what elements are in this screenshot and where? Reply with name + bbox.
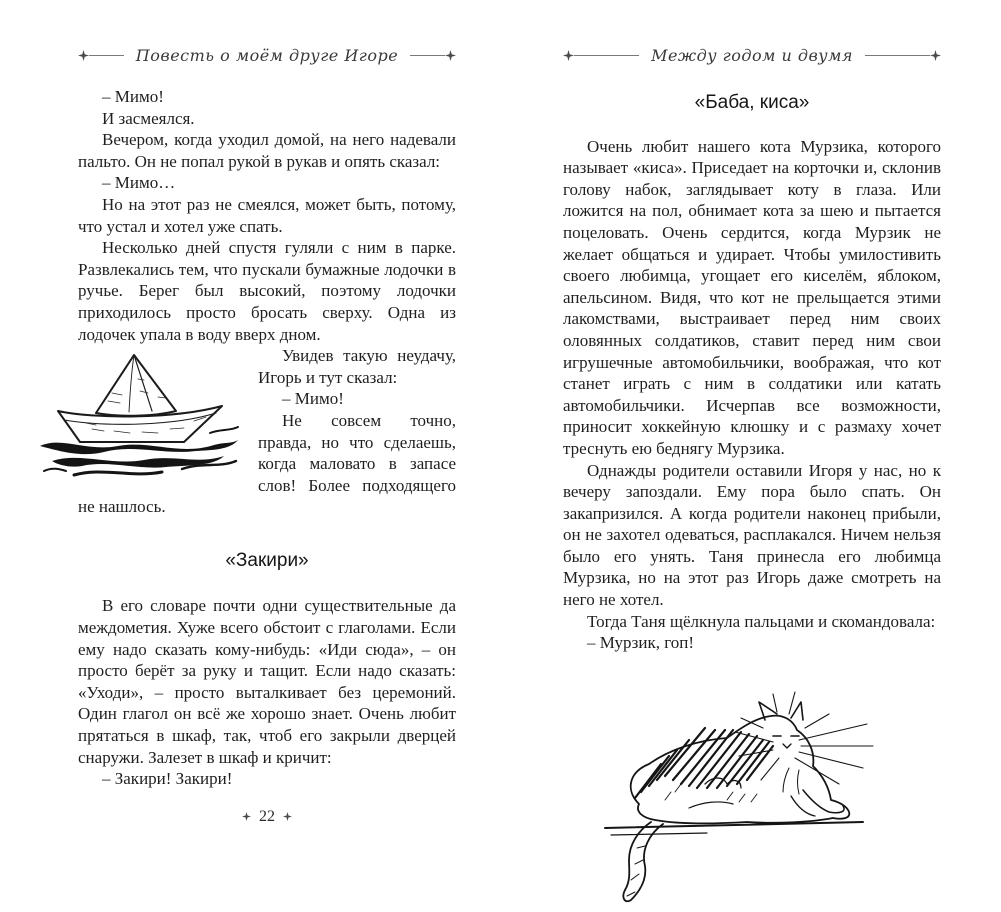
paragraph: Увидев такую неудачу, Игорь и тут сказал: — [258, 346, 456, 387]
running-head-rule — [89, 55, 124, 56]
section-heading-zakiri: «Закири» — [225, 549, 309, 571]
cross-star-ornament-icon — [445, 50, 456, 61]
left-running-head-title: Повесть о моём друге Игоре — [135, 45, 399, 65]
running-head-rule — [865, 55, 930, 56]
cat-illustration — [577, 684, 889, 912]
page-number: 22 — [259, 807, 275, 825]
paragraph: Но на этот раз не смеялся, может быть, потому, что устал и хотел уже спать. — [78, 194, 456, 236]
paragraph: И засмеялся. — [102, 108, 195, 128]
paragraph: Тогда Таня щёлкнула пальцами и скомандовала: — [587, 611, 936, 631]
running-head-rule — [574, 55, 639, 56]
left-page-body — [78, 86, 456, 790]
cross-star-ornament-icon — [78, 50, 89, 61]
running-head-rule — [410, 55, 445, 56]
right-running-head-title: Между годом и двумя — [651, 45, 853, 65]
paragraph: Несколько дней спустя гуляли с ним в парке. Развлекались тем, что пускали бумажные лодочки в ручье. Берег был высокий, поэтому лодочки приходилось просто бросать сверху. Одна из лодочек упала в воду вверх дном. — [78, 238, 456, 344]
cross-star-ornament-icon — [930, 50, 941, 61]
paragraph: В его словаре почти одни существительные да междометия. Хуже всего обстоит с глаголами. Если ему надо сказать кому-нибудь: «Иди сюда», – он просто берёт за руку и тащит. Если надо сказать: «Уходи», – просто выталкивает без церемоний. Один глагол он всё же хорошо знает. Очень любит прятаться в шкаф, так, чтоб его закрыли дверцей снаружи. Залезет в шкаф и кричит: — [78, 596, 456, 767]
right-page-body — [563, 92, 941, 912]
cross-star-ornament-icon — [563, 50, 574, 61]
right-page — [563, 44, 941, 912]
section-heading-baba-kisa: «Баба, киса» — [694, 92, 810, 113]
left-running-head — [78, 44, 456, 66]
paragraph: – Мурзик, гоп! — [587, 633, 695, 653]
paragraph: – Закири! Закири! — [102, 769, 233, 789]
right-running-head — [563, 44, 941, 66]
paragraph: – Мимо! — [102, 87, 164, 106]
cross-star-ornament-icon — [242, 812, 251, 821]
paragraph: – Мимо… — [102, 173, 176, 193]
paragraph: Очень любит нашего кота Мурзика, которого называет «киса». Приседает на корточки и, склонив голову набок, заглядывает коту в глаза. Или ложится на пол, обнимает кота за шею и пытается поцеловать. Очень сердится, когда Мурзик не желает общаться и удирает. Чтобы умилостивить своего любимца, угощает его киселём, яблоком, апельсином. Видя, что кот не прельщается этими лакомствами, выстраивает перед ним своих оловянных солдатиков, ставит перед ним свои игрушечные автомобильчики, воображая, что кот станет играть с ним в солдатики или катать автомобильчики. Исчерпав все возможности, приносит хоккейную клюшку и с размаху хочет треснуть ею беднягу Мурзика. — [563, 136, 941, 458]
paragraph: Вечером, когда уходил домой, на него надевали пальто. Он не попал рукой в рукав и опять сказал: — [78, 130, 456, 171]
paragraph: Однажды родители оставили Игоря у нас, но к вечеру запоздали. Ему пора было спать. Он закапризился. А когда родители наконец прибыли, он не захотел одеваться, расплакался. Ничем нельзя было его унять. Таня принесла его любимца Мурзика, но на этот раз Игорь даже смотреть на него не хотел. — [563, 460, 941, 610]
left-page — [78, 44, 456, 826]
paragraph: Не совсем точно, правда, но что сделаешь, когда маловато в запасе слов! Более подходящего не нашлось. — [78, 410, 456, 517]
page-number-footer — [78, 808, 456, 826]
paper-boat-illustration — [34, 349, 246, 483]
cross-star-ornament-icon — [283, 812, 292, 821]
paragraph: – Мимо! — [282, 389, 344, 409]
